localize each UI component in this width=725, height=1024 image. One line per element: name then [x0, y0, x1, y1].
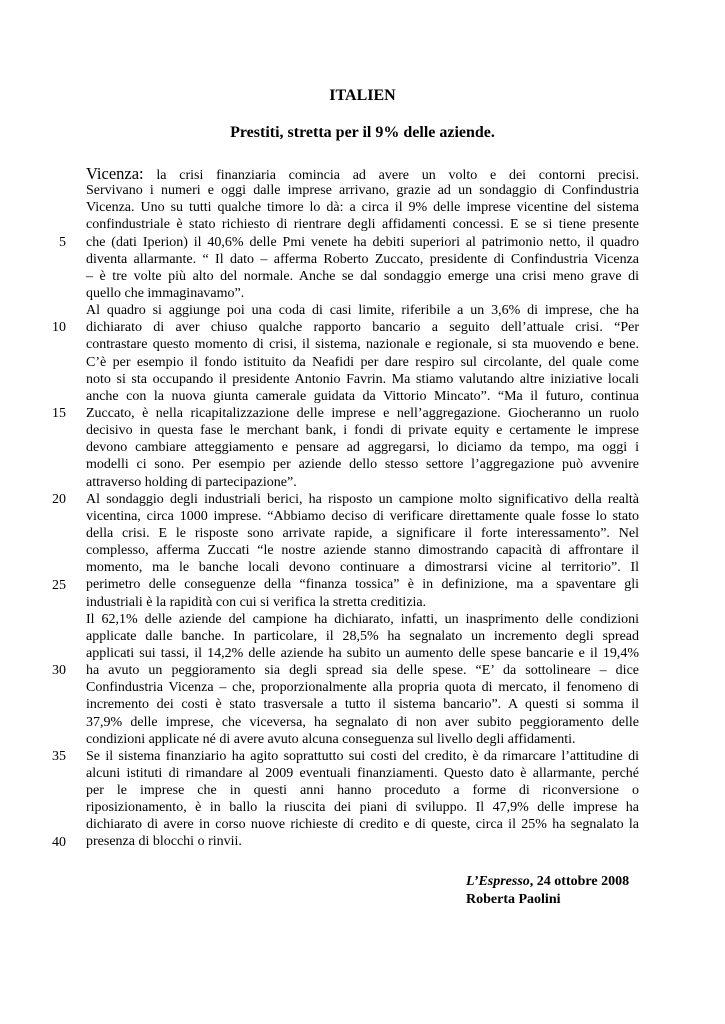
article-line: Al quadro si aggiunge poi una coda di casi limite, riferibile a un 3,6% di imprese, che ha: [86, 303, 639, 319]
article-line: Se il sistema finanziario ha agito soprattutto sui costi del credito, è da rimarcare l’attitudine di: [86, 748, 639, 764]
article-line: dichiarato di avere in corso nuove richieste di credito e di queste, circa il 25% ha segnalato la: [86, 817, 639, 833]
article-line: anche con la nuova giunta camerale guidata da Vittorio Mincato”. “Ma il futuro, continua: [86, 388, 639, 404]
article-line: contrastare questo momento di crisi, il sistema, nazionale e regionale, si sta muovendo e bene.: [86, 337, 639, 353]
line-number: 30: [52, 663, 66, 679]
line-number: 5: [59, 234, 66, 250]
article-line: decisivo in questa fase le merchant bank, i fondi di private equity e certamente le imprese: [86, 423, 639, 439]
source-citation: [466, 873, 629, 891]
article-line: 37,9% delle imprese, che viceversa, ha segnalato di non aver subito peggioramento delle: [86, 714, 639, 730]
article-line: Il 62,1% delle aziende del campione ha dichiarato, infatti, un inasprimento delle condizioni: [86, 611, 639, 627]
line-number: 25: [52, 577, 66, 593]
article-line: momento, ma le banche locali devono continuare a dimostrarsi vicine al territorio”. Il: [86, 560, 639, 576]
article-line: applicati sui tassi, il 14,2% delle aziende ha subito un aumento delle spese bancarie e il 19,4%: [86, 645, 639, 661]
article-line: della crisi. E le risposte sono arrivate rapide, a significare il forte interessamento”. Nel: [86, 525, 639, 541]
publication-date: , 24 ottobre 2008: [529, 874, 630, 889]
article-line: vicentina, circa 1000 imprese. “Abbiamo deciso di verificare direttamente quale fosse lo stato: [86, 508, 639, 524]
article-line: modelli ci sono. Per esempio per aziende dello stesso settore l’aggregazione può avvenire: [86, 457, 639, 473]
article-line: [86, 165, 639, 182]
line-number: 20: [52, 491, 66, 507]
article-line: riposizionamento, è in ballo la riuscita dei piani di sviluppo. Il 47,9% delle imprese ha: [86, 800, 639, 816]
line-number: 40: [52, 834, 66, 850]
article-headline: Prestiti, stretta per il 9% delle aziende.: [230, 124, 495, 141]
article-line: dichiarato di aver chiuso qualche rapporto bancario a seguito dell’attuale crisi. “Per: [86, 320, 639, 336]
article-line: alcuni istituti di rimandare al 2009 eventuali finanziamenti. Questo dato è allarmante, perché: [86, 765, 639, 781]
article-line: noto si sta occupando il presidente Antonio Favrin. Ma stiamo valutando altre iniziative locali: [86, 371, 639, 387]
publication-name: L’Espresso: [466, 874, 530, 889]
article-line: attraverso holding di partecipazione”.: [86, 474, 297, 490]
lead-word: Vicenza:: [86, 164, 144, 183]
line-number: 10: [52, 320, 66, 336]
article-line: diventa allarmante. “ Il dato – afferma Roberto Zuccato, presidente di Confindustria Vicenza: [86, 251, 639, 267]
article-line: Confindustria Vicenza – che, proporzionalmente alla propria quota di mercato, il fenomeno di: [86, 680, 639, 696]
article-body: [86, 165, 639, 851]
article-line: Vicenza. Uno su tutti qualche timore lo dà: a circa il 9% delle imprese vicentine del sistema: [86, 200, 639, 216]
article-line: quello che immaginavamo”.: [86, 285, 245, 301]
article-line: industriali è la rapidità con cui si verifica la stretta creditizia.: [86, 594, 427, 610]
article-line: incremento dei costi è stato trasversale a tutto il sistema bancario”. A questi si somma il: [86, 697, 639, 713]
article-line: per le imprese che in questi anni hanno proceduto a forme di riconversione o: [86, 783, 639, 799]
article-line-text: la crisi finanziaria comincia ad avere un volto e dei contorni precisi.: [143, 168, 639, 183]
article-line: applicate dalle banche. In particolare, il 28,5% ha segnalato un incremento degli spread: [86, 628, 639, 644]
article-line: ha avuto un peggioramento sia degli spread sia delle spese. “E’ da sottolineare – dice: [86, 663, 639, 679]
country-heading: ITALIEN: [329, 87, 396, 104]
article-line: Al sondaggio degli industriali berici, ha risposto un campione molto significativo della realtà: [86, 491, 639, 507]
article-line: presenza di blocchi o rinvii.: [86, 834, 242, 850]
article-line: perimetro delle conseguenze della “finanza tossica” è in definizione, ma a spaventare gli: [86, 577, 639, 593]
author-name: Roberta Paolini: [466, 892, 561, 907]
line-number: 35: [52, 749, 66, 765]
article-line: Servivano i numeri e oggi dalle imprese arrivano, grazie ad un sondaggio di Confindustria: [86, 183, 639, 199]
article-line: C’è per esempio il fondo istituito da Neafidi per dare respiro sul circolante, del quale come: [86, 354, 639, 370]
article-line: devono cambiare atteggiamento e pensare ad aggregarsi, lo diciamo da tempo, ma oggi i: [86, 440, 639, 456]
article-line: Zuccato, è nella ricapitalizzazione delle imprese e nell’aggregazione. Giocheranno un ruolo: [86, 405, 639, 421]
article-line: – è tre volte più alto del normale. Anche se dal sondaggio emerge una crisi meno grave di: [86, 268, 639, 284]
article-line: che (dati Iperion) il 40,6% delle Pmi venete ha debiti superiori al patrimonio netto, il quadro: [86, 234, 639, 250]
line-number: 15: [52, 406, 66, 422]
article-line: condizioni applicate né di avere avuto alcuna conseguenza sul livello degli affidamenti.: [86, 731, 576, 747]
article-line: confindustriale è stato richiesto di rientrare degli affidamenti concessi. E se si tiene presente: [86, 217, 639, 233]
article-line: complesso, afferma Zuccati “le nostre aziende stanno dimostrando capacità di affrontare il: [86, 543, 639, 559]
